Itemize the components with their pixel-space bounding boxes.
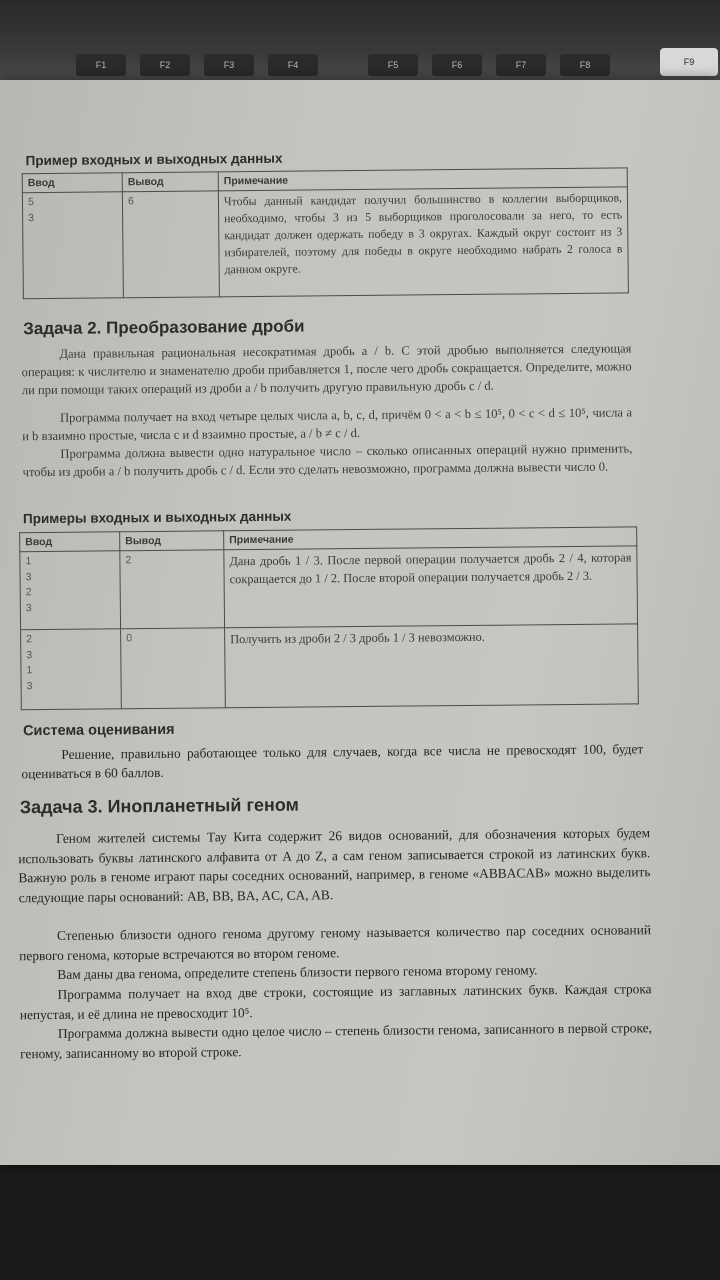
column-header-output: Вывод: [122, 172, 218, 192]
task2-paragraph-2: Программа получает на вход четыре целых числа a, b, c, d, причём 0 < a < b ≤ 10⁵, 0 < c < d ≤ 10⁵, числа a и b взаимно простые, числа c и d взаимно простые, a / b ≠ c / d.: [22, 405, 633, 444]
task2-examples-title: Примеры входных и выходных данных: [22, 508, 292, 527]
f8-key: F8: [560, 54, 610, 76]
table-row: [22, 187, 628, 299]
example1-table: [22, 167, 629, 299]
task3-paragraph-5: Программа должна вывести одно целое число – степень близости генома, записанного в первой строке, геному, записанному во второй строке.: [20, 1020, 652, 1061]
task2-paragraph-1: Дана правильная рациональная несократимая дробь a / b. С этой дробью выполняется следующая операция: к числителю и знаменателю дроби прибавляется 1, после чего дробь сокращается. Определите, можно ли при помощи таких операций из дроби a / b получить другую правильную дробь c / d.: [21, 341, 632, 398]
task3-title: Задача 3. Инопланетный геном: [19, 794, 299, 818]
note-cell: Чтобы данный кандидат получил большинство в коллегии выборщиков, необходимо, чтобы 3 из 5 выборщиков проголосовали за него, то есть кандидат должен одержать победу в 3 округах. Каждый округ состоит из 3 избирателей, поэтому для победы в округе необходимо набрать 2 голоса в данном округе.: [218, 187, 628, 297]
task2-title: Задача 2. Преобразование дроби: [23, 316, 305, 339]
column-header-input: Ввод: [22, 173, 122, 193]
grading-title: Система оценивания: [22, 721, 175, 740]
book-page: [0, 80, 720, 1165]
column-header-note: Примечание: [218, 168, 627, 191]
f2-key: F2: [140, 54, 190, 76]
input-cell: 2 3 1 3: [21, 629, 122, 710]
task3-paragraph-2: Степенью близости одного генома другому геному называется количество пар соседних оснований первого генома, которые встречаются во втором геноме.: [19, 922, 652, 963]
note-cell: Дана дробь 1 / 3. После первой операции получается дробь 2 / 4, которая сокращается до 1 / 2. После второй операции получается дробь 2 / 3.: [224, 546, 638, 628]
output-cell: 0: [121, 628, 226, 709]
f3-key: F3: [204, 54, 254, 76]
input-cell: 5 3: [22, 192, 123, 299]
output-cell: 2: [120, 550, 225, 629]
task2-paragraph-3: Программа должна вывести одно натуральное число – сколько описанных операций нужно применить, чтобы из дроби a / b получить дробь c / d. Если это сделать невозможно, программа должна вывести число 0.: [22, 441, 633, 480]
input-cell: 1 3 2 3: [20, 551, 121, 630]
example1-title: Пример входных и выходных данных: [25, 150, 283, 169]
column-header-output: Вывод: [120, 531, 224, 551]
f7-key: F7: [496, 54, 546, 76]
keyboard-edge: [0, 0, 720, 90]
output-cell: 6: [122, 191, 219, 298]
f6-key: F6: [432, 54, 482, 76]
f4-key: F4: [268, 54, 318, 76]
note-cell: Получить из дроби 2 / 3 дробь 1 / 3 невозможно.: [225, 624, 639, 708]
task3-paragraph-4: Программа получает на вход две строки, состоящие из заглавных латинских букв. Каждая строка непустая, и её длина не превосходит 10⁵.: [19, 981, 652, 1022]
f5-key: F5: [368, 54, 418, 76]
task3-paragraph-1: Геном жителей системы Тау Кита содержит 26 видов оснований, для обозначения которых будем использовать буквы латинского алфавита от A до Z, а сам геном записывается строкой из латинских букв. Важную роль в геноме играют пары соседних оснований, например, в геноме «ABBACAB» можно выделить следующие пары оснований: AB, BB, BA, AC, CA, AB.: [18, 825, 651, 905]
f9-key: F9: [660, 48, 718, 76]
table-row: [21, 624, 639, 710]
f1-key: F1: [76, 54, 126, 76]
task2-examples-table: [19, 526, 639, 710]
task3-paragraph-3: Вам даны два генома, определите степень близости первого генома второму геному.: [57, 962, 538, 982]
table-row: [20, 546, 638, 630]
function-key-row: [0, 46, 720, 82]
grading-text: Решение, правильно работающее только для случаев, когда все числа не превосходят 100, будет оцениваться в 60 баллов.: [21, 741, 644, 782]
column-header-input: Ввод: [20, 532, 120, 552]
column-header-note: Примечание: [224, 527, 637, 550]
